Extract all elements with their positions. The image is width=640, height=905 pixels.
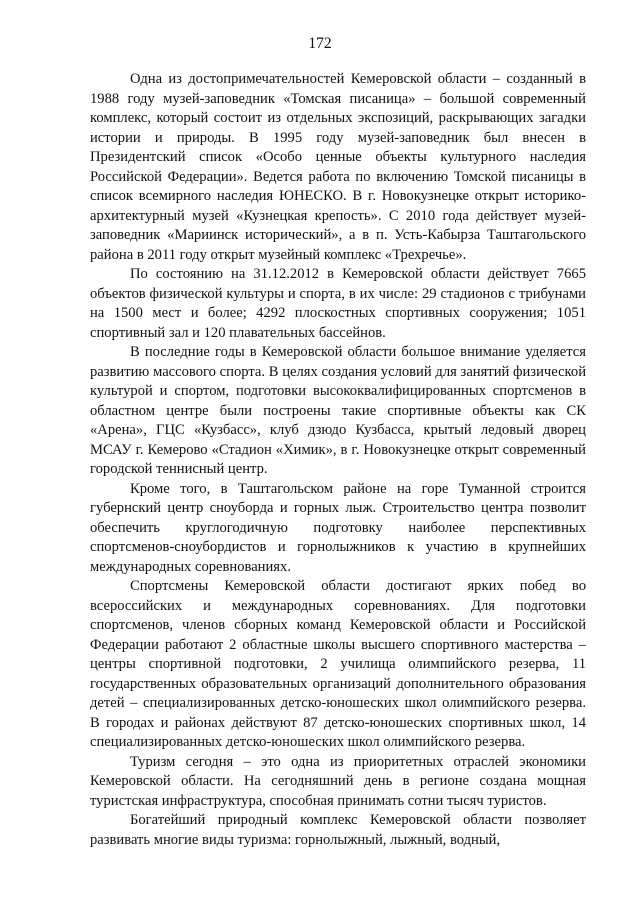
paragraph-natural-complex: Богатейший природный комплекс Кемеровской области позволяет развивать многие виды туризма: горнолыжный, лыжный, водный,: [90, 812, 586, 848]
paragraph-snowboard-center: Кроме того, в Таштагольском районе на горе Туманной строится губернский центр сноуборда и горных лыж. Строительство центра позволит обеспечить круглогодичную подготовку наиболее перспективных спортсменов-сноубордистов и горнолыжников к участию в крупнейших международных соревнованиях.: [90, 480, 586, 575]
paragraph-tourism: Туризм сегодня – это одна из приоритетных отраслей экономики Кемеровской области. На сегодняшний день в регионе создана мощная туристская инфраструктура, способная принимать сотни тысяч туристов.: [90, 753, 586, 809]
page-number: 172: [308, 35, 332, 52]
body-text: [90, 70, 586, 850]
paragraph-mass-sport: В последние годы в Кемеровской области большое внимание уделяется развитию массового спорта. В целях создания условий для занятий физической культурой и спортом, подготовки высококвалифицированных спортсменов в областном центре были построены такие спортивные объекты как СК «Арена», ГЦС «Кузбасс», клуб дзюдо Кузбасса, крытый ледовый дворец МСАУ г. Кемерово «Стадион «Химик», в г. Новокузнецке открыт современный городской теннисный центр.: [90, 344, 586, 477]
paragraph-museums: Одна из достопримечательностей Кемеровской области – созданный в 1988 году музей-заповедник «Томская писаница» – большой современный комплекс, который состоит из отдельных экспозиций, раскрывающих загадки истории и природы. В 1995 году музей-заповедник был внесен в Президентский список «Особо ценные объекты культурного наследия Российской Федерации». Ведется работа по включению Томской писаницы в список всемирного наследия ЮНЕСКО. В г. Новокузнецке открыт историко-архитектурный музей «Кузнецкая крепость». С 2010 года действует музей-заповедник «Мариинск исторический», а в п. Усть-Кабырза Таштагольского района в 2011 году открыт музейный комплекс «Трехречье».: [90, 71, 586, 263]
paragraph-sports-facilities: По состоянию на 31.12.2012 в Кемеровской области действует 7665 объектов физической культуры и спорта, в их числе: 29 стадионов с трибунами на 1500 мест и более; 4292 плоскостных спортивных сооружения; 1051 спортивный зал и 120 плавательных бассейнов.: [90, 266, 586, 341]
paragraph-athletes: Спортсмены Кемеровской области достигают ярких побед во всероссийских и международных соревнованиях. Для подготовки спортсменов, членов сборных команд Кемеровской области и Российской Федерации работают 2 областные школы высшего спортивного мастерства – центры спортивной подготовки, 2 училища олимпийского резерва, 11 государственных образовательных организаций дополнительного образования детей – специализированных детско-юношеских школ олимпийского резерва. В городах и районах действуют 87 детско-юношеских спортивных школ, 14 специализированных детско-юношеских школ олимпийского резерва.: [90, 578, 586, 750]
